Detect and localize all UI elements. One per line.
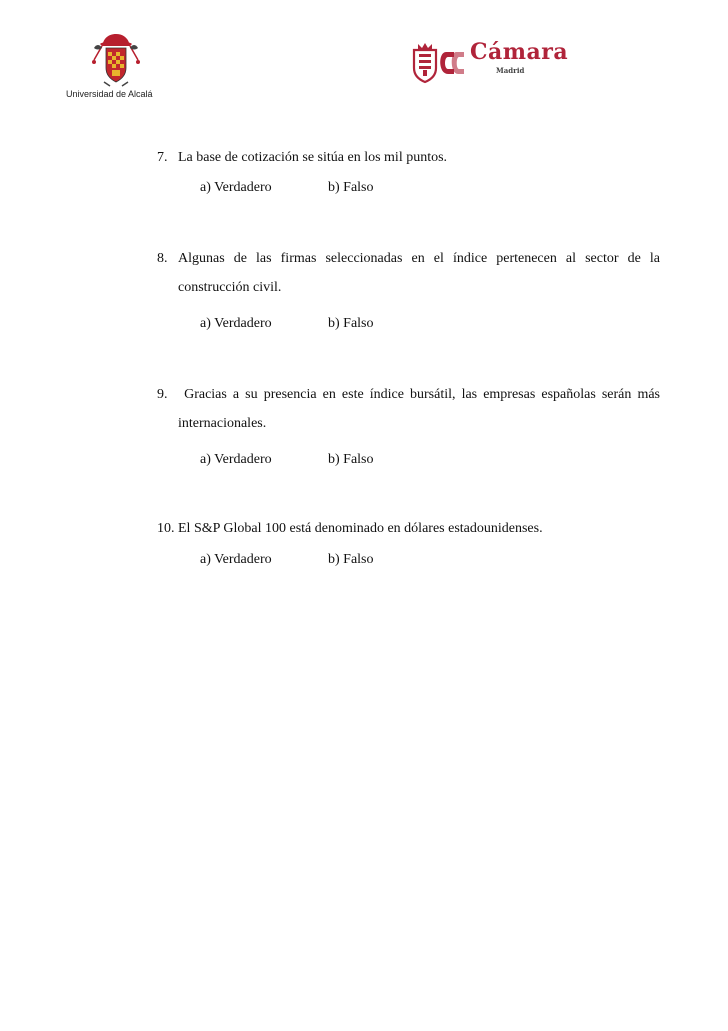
answer-option-a[interactable]: a) Verdadero [200,316,272,331]
answer-option-b[interactable]: b) Falso [328,552,374,567]
answer-option-a[interactable]: a) Verdadero [200,180,272,195]
page-header [0,0,728,120]
question-number: 8. [157,251,168,266]
question-number: 9. [157,387,168,402]
answer-option-a[interactable]: a) Verdadero [200,452,272,467]
question-text: Algunas de las firmas seleccionadas en el índice pertenecen al sector de la construcción civil. [178,251,660,295]
question-9 [157,380,664,438]
university-logo-caption: Universidad de Alcalá [66,89,153,99]
question-7 [157,143,660,172]
question-10 [157,514,660,543]
answer-options-8 [200,316,374,332]
answer-options-10 [200,552,374,568]
answer-option-a[interactable]: a) Verdadero [200,552,272,567]
answer-options-7 [200,180,374,196]
answer-option-b[interactable]: b) Falso [328,180,374,195]
question-text: La base de cotización se sitúa en los mil puntos. [178,150,448,165]
answer-options-9 [200,452,374,468]
question-text: Gracias a su presencia en este índice bursátil, las empresas españolas serán más internacionales. [178,387,664,431]
question-number: 10. [157,521,175,536]
answer-option-b[interactable]: b) Falso [328,316,374,331]
answer-option-b[interactable]: b) Falso [328,452,374,467]
question-8 [157,244,660,302]
question-number: 7. [157,150,168,165]
camara-logo-subtitle: Madrid [496,66,525,75]
university-crest-logo [86,30,146,90]
question-text: El S&P Global 100 está denominado en dólares estadounidenses. [178,521,543,536]
camara-logo-title: Cámara [470,39,569,65]
